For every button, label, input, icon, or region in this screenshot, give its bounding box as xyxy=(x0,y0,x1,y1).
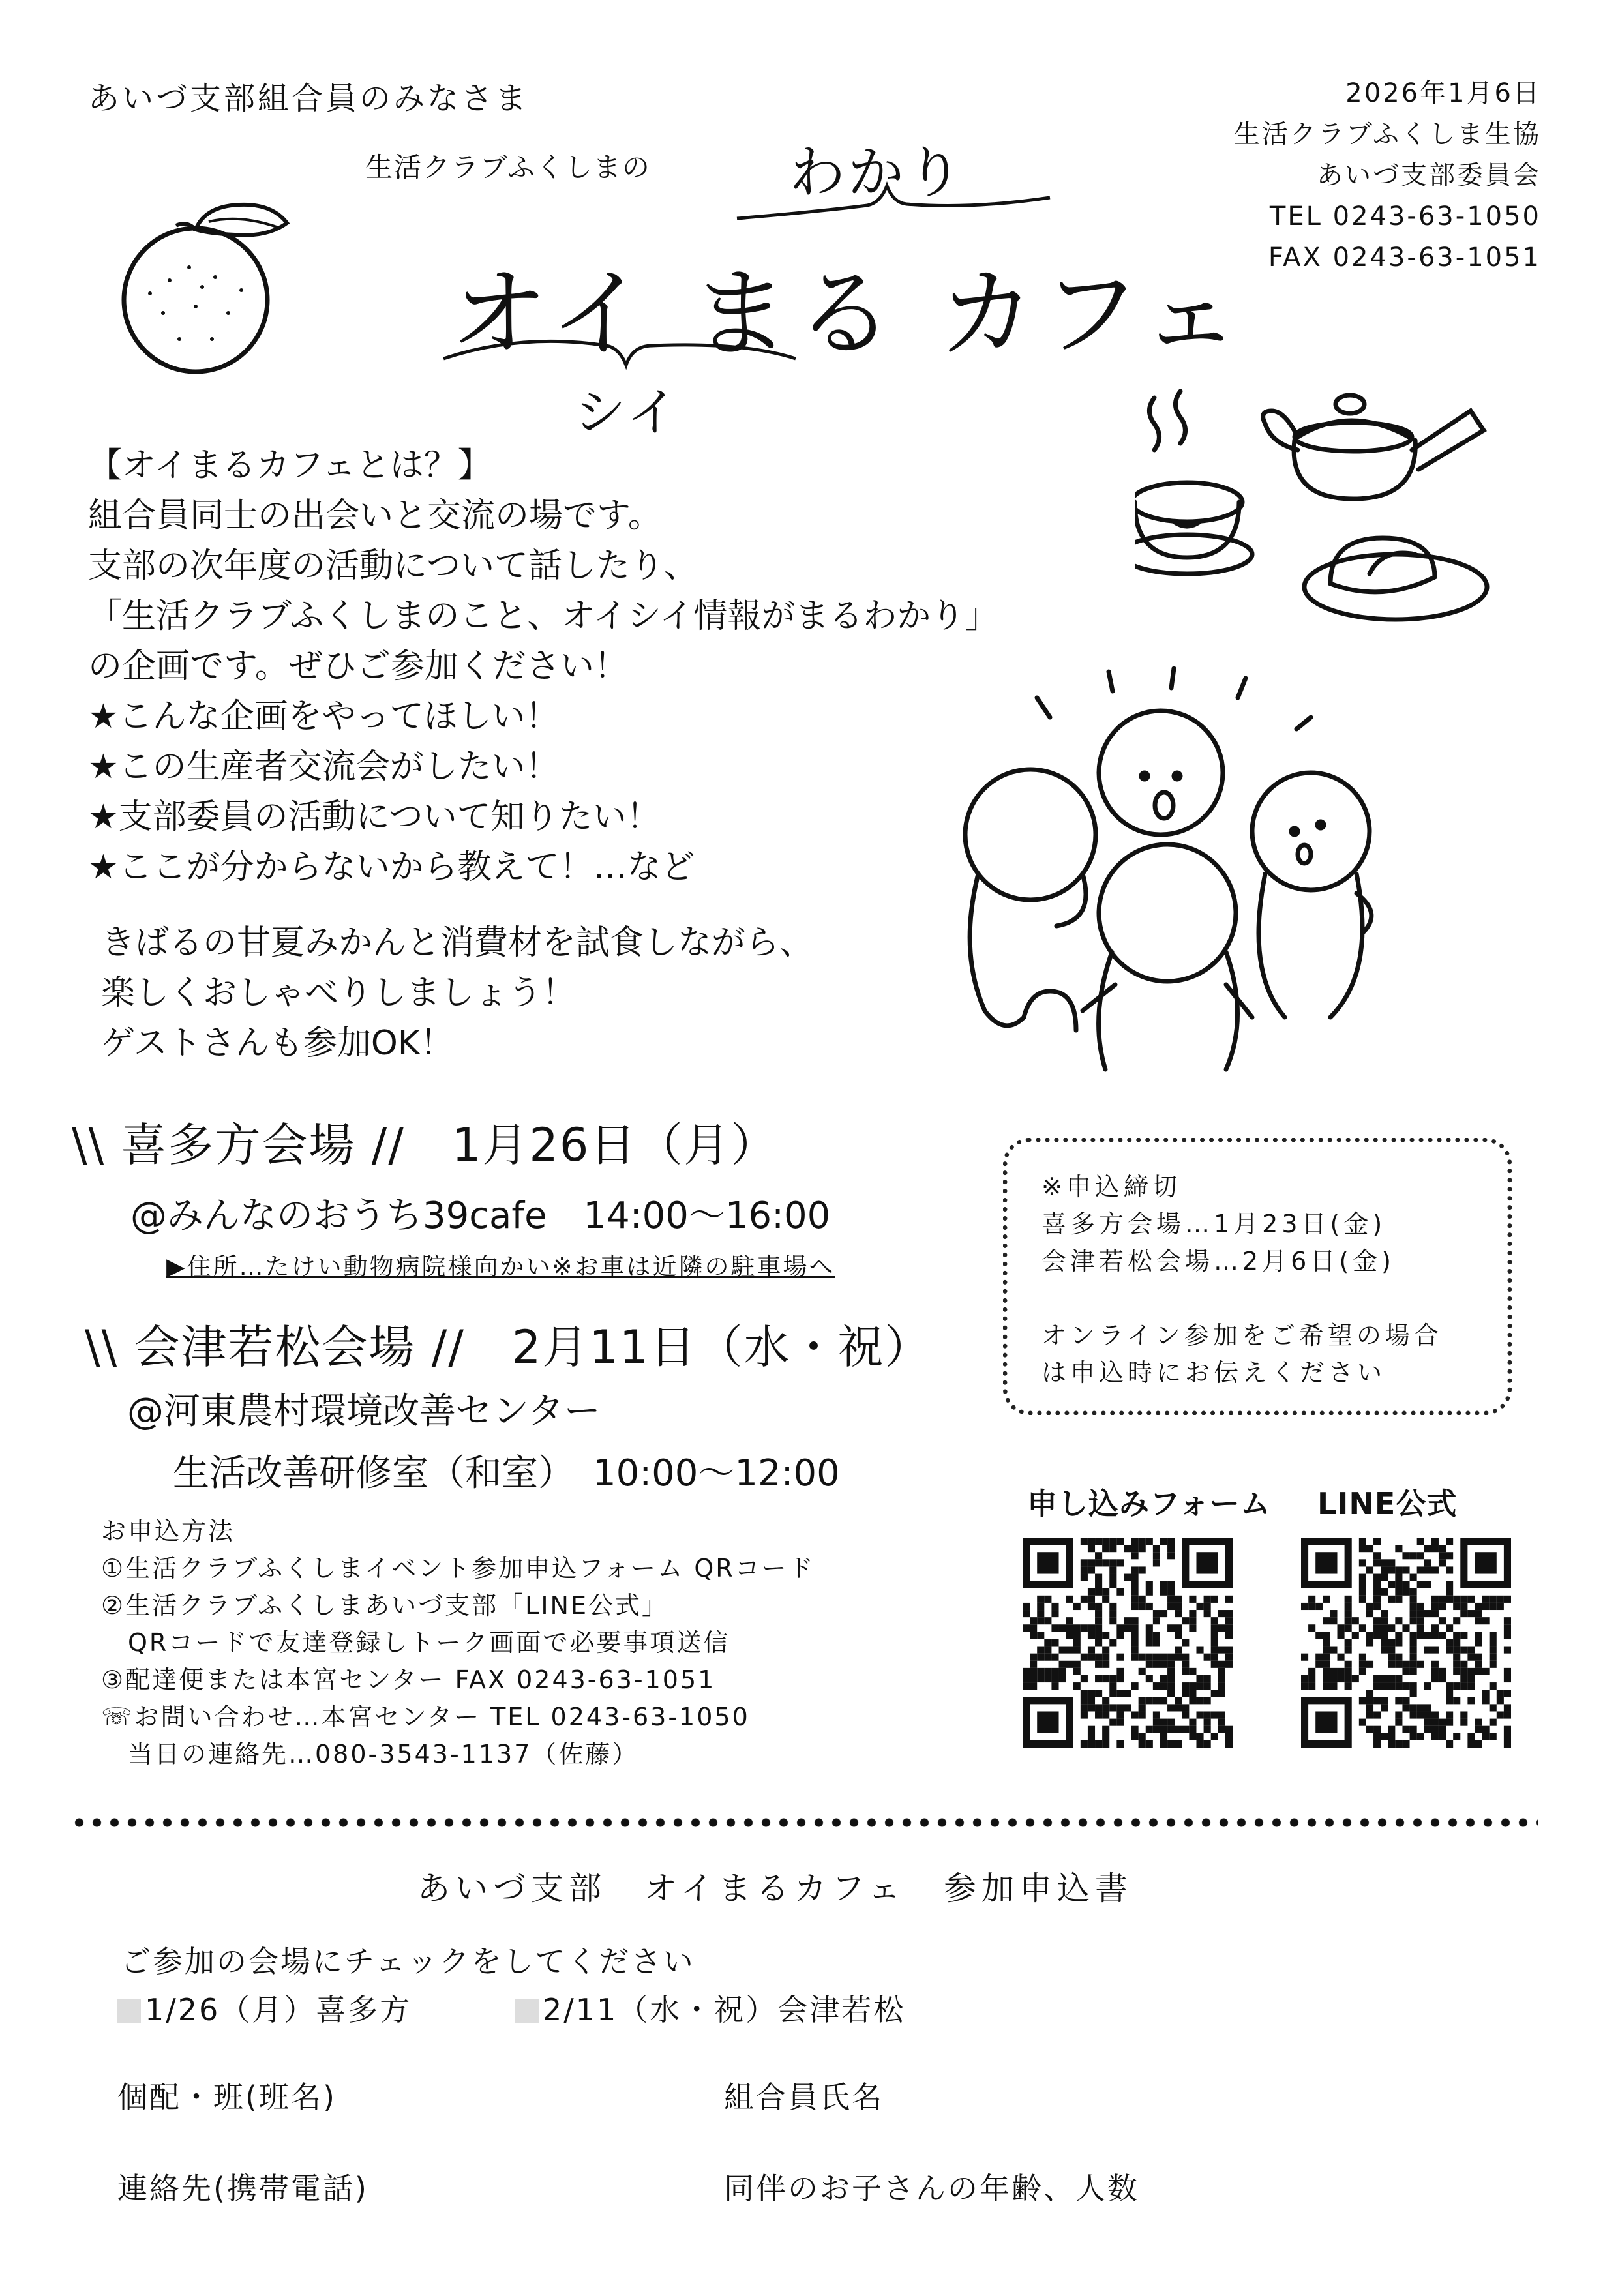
kitakata-venue-title: \\ 喜多方会場 // 1月26日（月） xyxy=(72,1118,778,1172)
aizu-venue-title: \\ 会津若松会場 // 2月11日（水・祝） xyxy=(85,1320,932,1374)
field-children-label: 同伴のお子さんの年齢、人数 xyxy=(724,2171,1139,2206)
header-info xyxy=(1234,73,1541,278)
deadline-box xyxy=(1003,1138,1512,1415)
application-form-qr-code[interactable] xyxy=(1023,1538,1233,1748)
greeting: あいづ支部組合員のみなさま xyxy=(88,80,530,117)
deadline-line: 喜多方会場…1月23日(金) xyxy=(1041,1210,1386,1238)
intro-line: 組合員同士の出会いと交流の場です。 xyxy=(88,496,662,535)
apply-line: ☏お問い合わせ…本宮センター TEL 0243-63-1050 xyxy=(101,1703,750,1731)
title-prefix: 生活クラブふくしまの xyxy=(365,151,651,183)
deadline-line: 会津若松会場…2月6日(金) xyxy=(1041,1247,1396,1275)
date: 2026年1月6日 xyxy=(1345,78,1541,108)
intro-line: ★こんな企画をやってほしい！ xyxy=(88,697,560,736)
intro-line: ★ここが分からないから教えて！…など xyxy=(88,848,695,887)
intro-line: ★この生産者交流会がしたい！ xyxy=(88,747,560,786)
form-instruction: ご参加の会場にチェックをしてください xyxy=(121,1944,695,1979)
intro-text xyxy=(88,441,998,893)
fax: FAX 0243-63-1051 xyxy=(1268,243,1541,273)
field-group-label: 個配・班(班名) xyxy=(117,2080,337,2115)
line-qr-label: LINE公式 xyxy=(1317,1486,1458,1521)
tasting-line: ゲストさんも参加OK！ xyxy=(101,1024,454,1063)
wakari-bracket xyxy=(730,179,1056,231)
checkbox-aizu[interactable] xyxy=(515,1999,539,2023)
apply-line: QRコードで友達登録しトーク画面で必要事項送信 xyxy=(101,1628,730,1657)
line-official-qr-code[interactable] xyxy=(1301,1538,1511,1748)
deadline-line xyxy=(1041,1280,1443,1317)
mandarin-orange-icon xyxy=(111,202,307,378)
tea-set-illustration xyxy=(1135,365,1500,639)
main-title: オイ まる カフェ xyxy=(450,258,1246,371)
tasting-line: 楽しくおしゃべりしましょう！ xyxy=(101,974,577,1013)
apply-line: ①生活クラブふくしまイベント参加申込フォーム QRコード xyxy=(101,1554,815,1583)
checkbox-kitakata[interactable] xyxy=(117,1999,141,2023)
aizu-venue-room: 生活改善研修室（和室） 10:00〜12:00 xyxy=(173,1452,840,1495)
cut-line-divider xyxy=(70,1818,1538,1827)
option-kitakata-label: 1/26（月）喜多方 xyxy=(145,1992,412,2027)
intro-line: 支部の次年度の活動について話したり、 xyxy=(88,546,698,586)
application-instructions xyxy=(101,1513,815,1773)
field-phone-label: 連絡先(携帯電話) xyxy=(117,2171,368,2206)
kitakata-venue-place: @みんなのおうち39cafe 14:00〜16:00 xyxy=(130,1195,831,1237)
apply-line: ②生活クラブふくしまあいづ支部「LINE公式」 xyxy=(101,1591,668,1620)
intro-line: 「生活クラブふくしまのこと、オイシイ情報がまるわかり」 xyxy=(88,597,999,636)
tel: TEL 0243-63-1050 xyxy=(1269,201,1541,231)
field-name-label: 組合員氏名 xyxy=(724,2080,884,2115)
option-aizu-label: 2/11（水・祝）会津若松 xyxy=(543,1992,906,2027)
apply-line: ③配達便または本宮センター FAX 0243-63-1051 xyxy=(101,1665,716,1694)
form-title: あいづ支部 オイまるカフェ 参加申込書 xyxy=(417,1870,1133,1907)
option-kitakata[interactable] xyxy=(117,1986,412,2029)
title-shii: シイ xyxy=(574,382,681,443)
deadline-line: は申込時にお伝えください xyxy=(1041,1358,1386,1387)
intro-line: の企画です。ぜひご参加ください！ xyxy=(88,647,628,686)
organization: 生活クラブふくしま生協 xyxy=(1234,119,1541,149)
tasting-text xyxy=(101,918,813,1069)
apply-line: 当日の連絡先…080-3543-1137（佐藤） xyxy=(101,1740,639,1768)
deadline-line: ※申込締切 xyxy=(1041,1172,1181,1201)
intro-line: 【オイまるカフェとは？】 xyxy=(88,446,492,485)
committee: あいづ支部委員会 xyxy=(1317,160,1541,190)
apply-line: お申込方法 xyxy=(101,1517,235,1545)
aizu-venue-place: @河東農村環境改善センター xyxy=(127,1390,601,1433)
form-qr-label: 申し込みフォーム xyxy=(1027,1486,1271,1521)
kitakata-venue-note: ▶住所…たけい動物病院様向かい※お車は近隣の駐車場へ xyxy=(166,1253,835,1281)
title-wakari: わかり xyxy=(789,140,965,205)
people-chatting-illustration xyxy=(939,659,1409,1089)
option-aizu[interactable] xyxy=(515,1986,905,2029)
deadline-line: オンライン参加をご希望の場合 xyxy=(1041,1321,1443,1350)
tasting-line: きばるの甘夏みかんと消費材を試食しながら、 xyxy=(101,923,814,962)
intro-line: ★支部委員の活動について知りたい！ xyxy=(88,798,661,837)
